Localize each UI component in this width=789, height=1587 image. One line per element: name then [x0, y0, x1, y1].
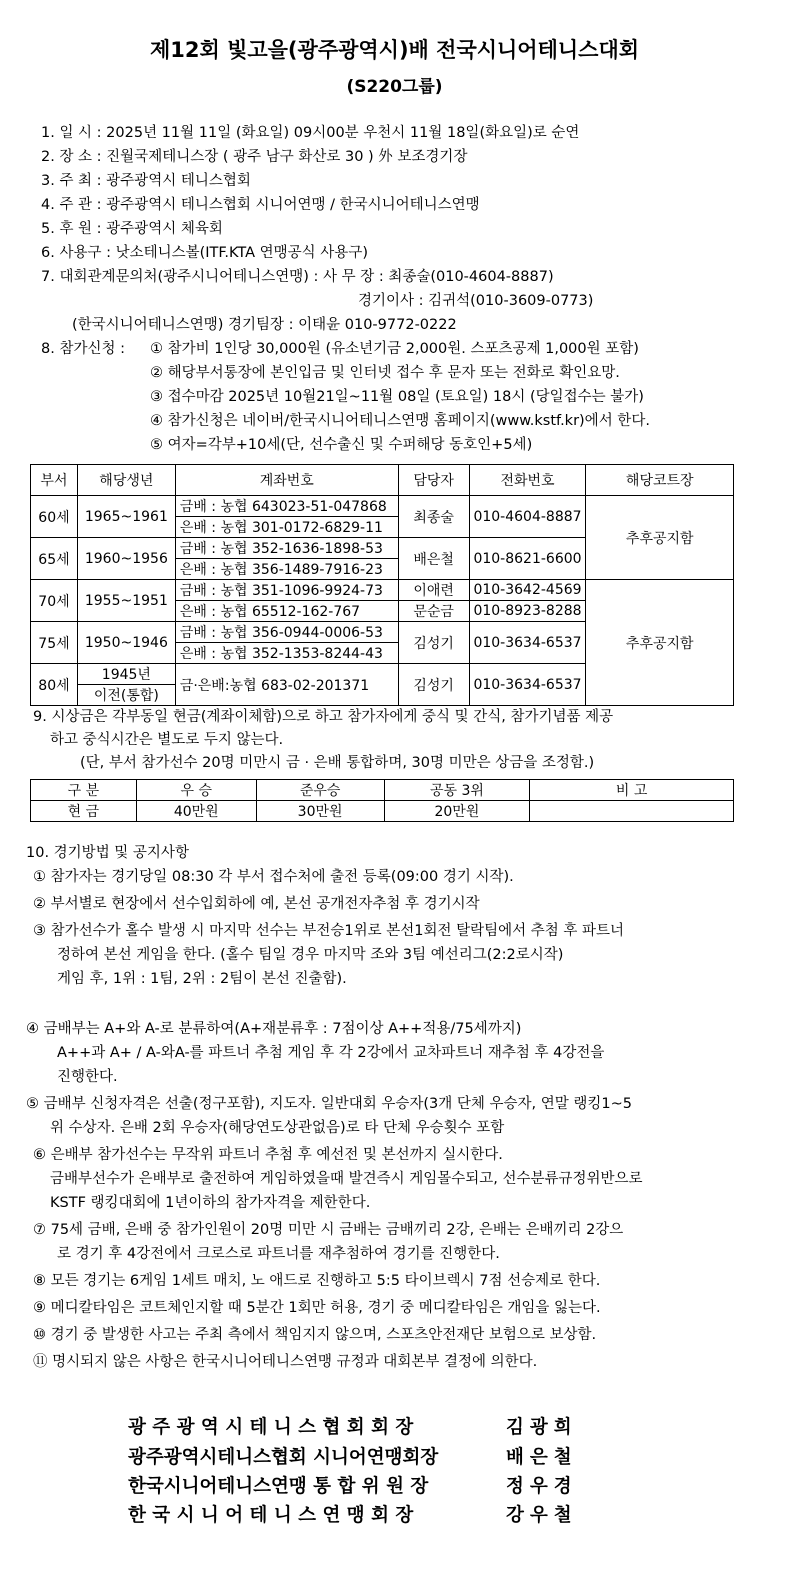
- signature-line: [0, 1472, 789, 1498]
- column-header: 해당생년: [77, 465, 175, 496]
- info-date: 1. 일 시 : 2025년 11월 11일 (화요일) 09시00분 우천시 11월 18일(화요일)로 순연: [41, 125, 580, 141]
- info-contact-director: 경기이사 : 김귀석(010-3609-0773): [358, 293, 594, 309]
- prize-note: (단, 부서 참가선수 20명 미만시 금 · 은배 통합하며, 30명 미만은 상금을 조정함.): [80, 755, 595, 771]
- manager-cell: 최종술: [398, 496, 469, 538]
- manager-cell: 김성기: [398, 664, 469, 706]
- account-cell: 금배 : 농협 356-0944-0006-53: [175, 622, 398, 643]
- column-header: 공동 3위: [384, 780, 530, 801]
- birth-years-cell: 이전(통합): [77, 685, 175, 706]
- birth-years-cell: 1965~1961: [77, 496, 175, 538]
- table-header-row: [31, 780, 734, 801]
- signature-name: 배은철: [506, 1447, 578, 1468]
- page-title: 제12회 빛고을(광주광역시)배 전국시니어테니스대회: [149, 38, 640, 62]
- rule-item: ⑦ 75세 금배, 은배 중 참가인원이 20명 미만 시 금배는 금배끼리 2강, 은배는 은배끼리 2강으: [33, 1222, 624, 1238]
- column-header: 비 고: [530, 780, 734, 801]
- column-header: 구 분: [31, 780, 137, 801]
- rule-item: ⑩ 경기 중 발생한 사고는 주최 측에서 책임지지 않으며, 스포츠안전재단 보험으로 보상함.: [33, 1327, 597, 1343]
- phone-cell: 010-3634-6537: [469, 664, 586, 706]
- prize-table: [30, 779, 734, 822]
- column-header: 우 승: [136, 780, 256, 801]
- rule-item: ⑤ 금배부 신청자격은 선출(정구포함), 지도자. 일반대회 우승자(3개 단체 우승자, 연말 랭킹1~5: [26, 1096, 632, 1112]
- prize-cell: 현 금: [31, 801, 137, 822]
- signature-role: 한 국 시 니 어 테 니 스 연 맹 회 장: [128, 1505, 414, 1526]
- table-row: [31, 801, 734, 822]
- prize-note: 9. 시상금은 각부동일 현금(계좌이체함)으로 하고 참가자에게 중식 및 간식, 참가기념품 제공: [33, 709, 614, 725]
- rule-item: ④ 금배부는 A+와 A-로 분류하여(A+재분류후 : 7점이상 A++적용/75세까지): [26, 1021, 522, 1037]
- rule-item: 위 수상자. 은배 2회 우승자(해당연도상관없음)로 타 단체 우승횟수 포함: [50, 1120, 505, 1136]
- rule-item: 로 경기 후 4강전에서 크로스로 파트너를 재추첨하여 경기를 진행한다.: [57, 1246, 500, 1262]
- rule-item: 게임 후, 1위 : 1팀, 2위 : 2팀이 본선 진출함).: [57, 971, 347, 987]
- rule-item: ② 부서별로 현장에서 선수입회하에 예, 본선 공개전자추첨 후 경기시작: [33, 896, 480, 912]
- rule-item: ⑧ 모든 경기는 6게임 1세트 매치, 노 애드로 진행하고 5:5 타이브렉시 7점 선승제로 한다.: [33, 1273, 601, 1289]
- signature-role: 한국시니어테니스연맹 통 합 위 원 장: [128, 1476, 429, 1497]
- info-application: 8. 참가신청 :: [41, 341, 125, 357]
- signature-role: 광주광역시테니스협회 시니어연맹회장: [128, 1447, 439, 1468]
- rule-item: ⑪ 명시되지 않은 사항은 한국시니어테니스연맹 규정과 대회본부 결정에 의한다.: [33, 1354, 538, 1370]
- manager-cell: 김성기: [398, 622, 469, 664]
- rule-item: KSTF 랭킹대회에 1년이하의 참가자격을 제한한다.: [50, 1195, 371, 1211]
- division-cell: 60세: [31, 496, 78, 538]
- info-ball: 6. 사용구 : 낫소테니스볼(ITF.KTA 연맹공식 사용구): [41, 245, 368, 261]
- birth-years-cell: 1950~1946: [77, 622, 175, 664]
- signature-name: 강우철: [506, 1505, 578, 1526]
- phone-cell: 010-3634-6537: [469, 622, 586, 664]
- column-header: 전화번호: [469, 465, 586, 496]
- page-subtitle: (S220그룹): [346, 77, 443, 97]
- registration-table: [30, 464, 734, 706]
- application-item: ① 참가비 1인당 30,000원 (유소년기금 2,000원. 스포츠공제 1,000원 포함): [150, 341, 639, 357]
- prize-cell: 20만원: [384, 801, 530, 822]
- signature-role: 광 주 광 역 시 테 니 스 협 회 회 장: [128, 1417, 414, 1438]
- account-cell: 금배 : 농협 643023-51-047868: [175, 496, 398, 517]
- division-cell: 75세: [31, 622, 78, 664]
- rule-item: 정하여 본선 게임을 한다. (홀수 팀일 경우 마지막 조와 3팀 예선리그(2:2로시작): [57, 947, 564, 963]
- account-cell: 금·은배:농협 683-02-201371: [175, 664, 398, 706]
- rule-item: 진행한다.: [57, 1069, 118, 1085]
- application-item: ④ 참가신청은 네이버/한국시니어테니스연맹 홈페이지(www.kstf.kr)에서 한다.: [150, 413, 650, 429]
- rule-item: 금배부선수가 은배부로 출전하여 게임하였을때 발견즉시 게임몰수되고, 선수분류규정위반으로: [50, 1171, 643, 1187]
- signature-name: 김광희: [506, 1417, 578, 1438]
- phone-cell: 010-4604-8887: [469, 496, 586, 538]
- info-contact: 7. 대회관계문의처(광주시니어테니스연맹) : 사 무 장 : 최종술(010-4604-8887): [41, 269, 554, 285]
- table-header-row: [31, 465, 734, 496]
- phone-cell: 010-8621-6600: [469, 538, 586, 580]
- birth-years-cell: 1945년: [77, 664, 175, 685]
- prize-cell: 40만원: [136, 801, 256, 822]
- division-cell: 80세: [31, 664, 78, 706]
- table-row: [31, 496, 734, 517]
- rule-item: ① 참가자는 경기당일 08:30 각 부서 접수처에 출전 등록(09:00 경기 시작).: [33, 869, 514, 885]
- info-organizer: 4. 주 관 : 광주광역시 테니스협회 시니어연맹 / 한국시니어테니스연맹: [41, 197, 480, 213]
- manager-cell: 이애련: [398, 580, 469, 601]
- phone-cell: 010-8923-8288: [469, 601, 586, 622]
- phone-cell: 010-3642-4569: [469, 580, 586, 601]
- application-item: ② 해당부서통장에 본인입금 및 인터넷 접수 후 문자 또는 전화로 확인요망.: [150, 365, 620, 381]
- column-header: 부서: [31, 465, 78, 496]
- prize-cell: [530, 801, 734, 822]
- column-header: 해당코트장: [586, 465, 734, 496]
- info-host: 3. 주 최 : 광주광역시 테니스협회: [41, 173, 251, 189]
- application-item: ③ 접수마감 2025년 10월21일~11월 08일 (토요일) 18시 (당일접수는 불가): [150, 389, 644, 405]
- manager-cell: 문순금: [398, 601, 469, 622]
- signature-line: [0, 1413, 789, 1439]
- account-cell: 금배 : 농협 351-1096-9924-73: [175, 580, 398, 601]
- column-header: 담당자: [398, 465, 469, 496]
- birth-years-cell: 1955~1951: [77, 580, 175, 622]
- rules-heading: 10. 경기방법 및 공지사항: [26, 845, 189, 861]
- column-header: 계좌번호: [175, 465, 398, 496]
- rule-item: A++과 A+ / A-와A-를 파트너 추첨 게임 후 각 2강에서 교차파트너 재추첨 후 4강전을: [57, 1045, 605, 1061]
- table-row: [31, 580, 734, 601]
- account-cell: 금배 : 농협 352-1636-1898-53: [175, 538, 398, 559]
- account-cell: 은배 : 농협 356-1489-7916-23: [175, 559, 398, 580]
- division-cell: 70세: [31, 580, 78, 622]
- court-cell: 추후공지함: [586, 580, 734, 706]
- manager-cell: 배은철: [398, 538, 469, 580]
- account-cell: 은배 : 농협 65512-162-767: [175, 601, 398, 622]
- signature-line: [0, 1501, 789, 1527]
- account-cell: 은배 : 농협 352-1353-8244-43: [175, 643, 398, 664]
- signature-line: [0, 1443, 789, 1469]
- rule-item: ⑥ 은배부 참가선수는 무작위 파트너 추첨 후 예선전 및 본선까지 실시한다.: [33, 1147, 503, 1163]
- rule-item: ③ 참가선수가 홀수 발생 시 마지막 선수는 부전승1위로 본선1회전 탈락팀에서 추첨 후 파트너: [33, 923, 625, 939]
- birth-years-cell: 1960~1956: [77, 538, 175, 580]
- prize-cell: 30만원: [256, 801, 384, 822]
- application-item: ⑤ 여자=각부+10세(단, 선수출신 및 수퍼해당 동호인+5세): [150, 437, 533, 453]
- info-contact-kstf: (한국시니어테니스연맹) 경기팀장 : 이태윤 010-9772-0222: [72, 317, 457, 333]
- info-sponsor: 5. 후 원 : 광주광역시 체육회: [41, 221, 223, 237]
- rule-item: ⑨ 메디칼타임은 코트체인지할 때 5분간 1회만 허용, 경기 중 메디칼타임은 개임을 잃는다.: [33, 1300, 601, 1316]
- column-header: 준우승: [256, 780, 384, 801]
- signature-name: 정우경: [506, 1476, 578, 1497]
- division-cell: 65세: [31, 538, 78, 580]
- court-cell: 추후공지함: [586, 496, 734, 580]
- prize-note: 하고 중식시간은 별도로 두지 않는다.: [50, 732, 284, 748]
- account-cell: 은배 : 농협 301-0172-6829-11: [175, 517, 398, 538]
- info-venue: 2. 장 소 : 진월국제테니스장 ( 광주 남구 화산로 30 ) 外 보조경기장: [41, 149, 468, 165]
